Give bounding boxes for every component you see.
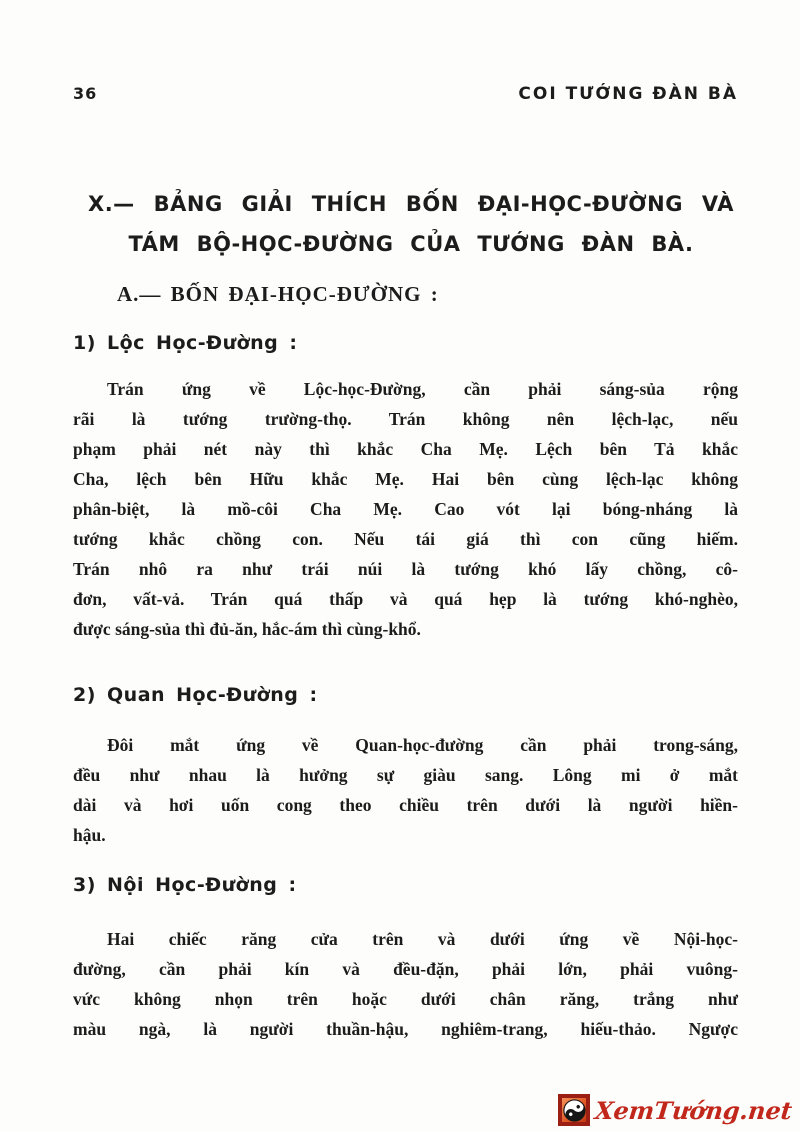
text-line: Trán ứng về Lộc-học-Đường, cần phải sáng-sủa rộng [107, 379, 738, 399]
text-line: tướng khắc chồng con. Nếu tái giá thì con cũng hiếm. [73, 529, 738, 549]
entry-noi-hoc-duong [73, 874, 738, 1044]
entry-quan-hoc-duong [73, 684, 738, 850]
text-line: Đôi mắt ứng về Quan-học-đường cần phải trong-sáng, [107, 735, 738, 755]
text-line: phạm phải nét này thì khắc Cha Mẹ. Lệch bên Tả khắc [73, 439, 738, 459]
section-a-heading: A.— BỐN ĐẠI-HỌC-ĐƯỜNG : [117, 282, 439, 306]
text-line: phân-biệt, là mồ-côi Cha Mẹ. Cao vót lại bóng-nháng là [73, 499, 738, 519]
text-line: vức không nhọn trên hoặc dưới chân răng, trắng như [73, 989, 738, 1009]
watermark-text: XemTướng.net [593, 1095, 794, 1125]
entry-2-heading: 2) Quan Học-Đường : [73, 684, 318, 706]
page-header [73, 0, 738, 104]
text-line: hậu. [73, 825, 106, 845]
page-number: 36 [73, 84, 98, 103]
text-line: đơn, vất-vả. Trán quá thấp và quá hẹp là tướng khó-nghèo, [73, 589, 738, 609]
chapter-title [88, 184, 734, 264]
text-line: rãi là tướng trường-thọ. Trán không nên lệch-lạc, nếu [73, 409, 738, 429]
chapter-title-line-2: TÁM BỘ-HỌC-ĐƯỜNG CỦA TƯỚNG ĐÀN BÀ. [128, 232, 694, 256]
entry-1-paragraph [73, 374, 738, 644]
chapter-title-line-1: X.— BẢNG GIẢI THÍCH BỐN ĐẠI-HỌC-ĐƯỜNG VÀ [88, 192, 734, 216]
text-line: Cha, lệch bên Hữu khắc Mẹ. Hai bên cùng lệch-lạc không [73, 469, 738, 489]
text-line: màu ngà, là người thuần-hậu, nghiêm-trang, hiếu-thảo. Ngược [73, 1019, 738, 1039]
entry-1-heading: 1) Lộc Học-Đường : [73, 332, 298, 354]
text-line: dài và hơi uốn cong theo chiều trên dưới là người hiền- [73, 795, 738, 815]
text-line: đường, cần phải kín và đều-đặn, phải lớn, phải vuông- [73, 959, 738, 979]
text-line: đều như nhau là hưởng sự giàu sang. Lông mi ở mắt [73, 765, 738, 785]
entry-3-paragraph [73, 924, 738, 1044]
entry-loc-hoc-duong [73, 332, 738, 644]
running-title: COI TƯỚNG ĐÀN BÀ [518, 84, 738, 104]
watermark[interactable] [558, 1094, 792, 1126]
entry-2-paragraph [73, 730, 738, 850]
text-line: Trán nhô ra như trái núi là tướng khó lấy chồng, cô- [73, 559, 738, 579]
text-line: Hai chiếc răng cửa trên và dưới ứng về Nội-học- [107, 929, 738, 949]
entry-3-heading: 3) Nội Học-Đường : [73, 874, 297, 896]
yin-yang-icon [558, 1094, 590, 1126]
text-line: được sáng-sủa thì đủ-ăn, hắc-ám thì cùng-khổ. [73, 619, 421, 639]
